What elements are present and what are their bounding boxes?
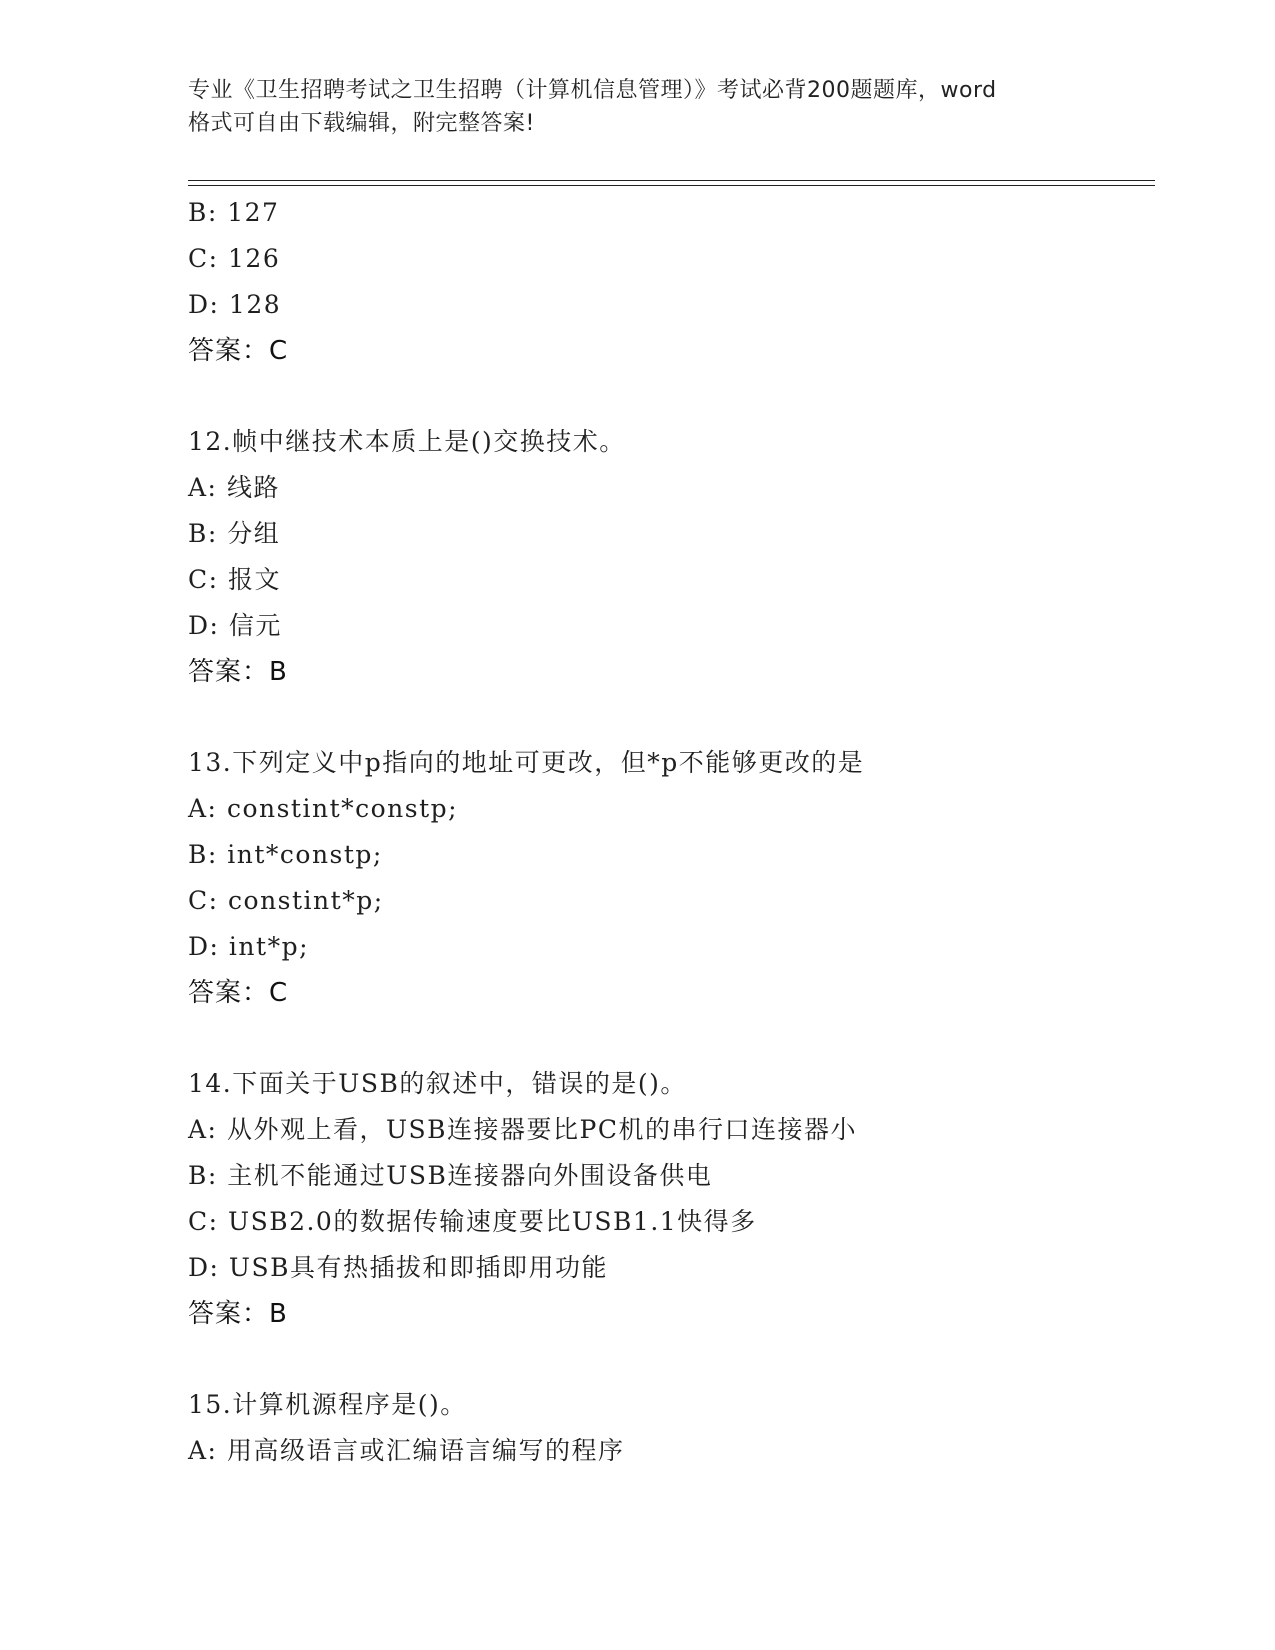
answer-line: 答案：B [188,1299,288,1329]
option-c: C: USB2.0的数据传输速度要比USB1.1快得多 [188,1207,757,1236]
answer-line: 答案：C [188,978,289,1008]
question-list [188,190,1155,1474]
option-c: C: constint*p; [188,886,384,915]
question-stem: 14.下面关于USB的叙述中，错误的是()。 [188,1069,687,1098]
option-a: A: 用高级语言或汇编语言编写的程序 [188,1436,625,1465]
option-a: A: 线路 [188,473,280,502]
question-block-13 [188,740,1155,1016]
option-d: D: USB具有热插拔和即插即用功能 [188,1253,608,1282]
question-block-15 [188,1382,1155,1474]
option-a: A: 从外观上看，USB连接器要比PC机的串行口连接器小 [188,1115,857,1144]
option-a: A: constint*constp; [188,794,459,823]
question-stem: 12.帧中继技术本质上是()交换技术。 [188,427,626,456]
question-block-11 [188,190,1155,374]
header-divider-bottom [188,185,1155,186]
question-block-12 [188,419,1155,695]
header-title-line-2: 格式可自由下载编辑，附完整答案! [188,111,535,136]
option-b: B: int*constp; [188,840,383,869]
document-header [188,74,1088,140]
option-d: D: 信元 [188,611,282,640]
option-b: B: 主机不能通过USB连接器向外围设备供电 [188,1161,713,1190]
answer-line: 答案：C [188,336,289,366]
header-title-line-1: 专业《卫生招聘考试之卫生招聘（计算机信息管理）》考试必背200题题库，word [188,78,997,103]
question-stem: 15.计算机源程序是()。 [188,1390,467,1419]
answer-line: 答案：B [188,657,288,687]
option-b: B: 127 [188,198,280,227]
header-divider-top [188,180,1155,181]
option-d: D: 128 [188,290,282,319]
option-d: D: int*p; [188,932,309,961]
option-b: B: 分组 [188,519,281,548]
option-c: C: 报文 [188,565,282,594]
question-stem: 13.下列定义中p指向的地址可更改，但*p不能够更改的是 [188,748,865,777]
question-block-14 [188,1061,1155,1337]
option-c: C: 126 [188,244,281,273]
